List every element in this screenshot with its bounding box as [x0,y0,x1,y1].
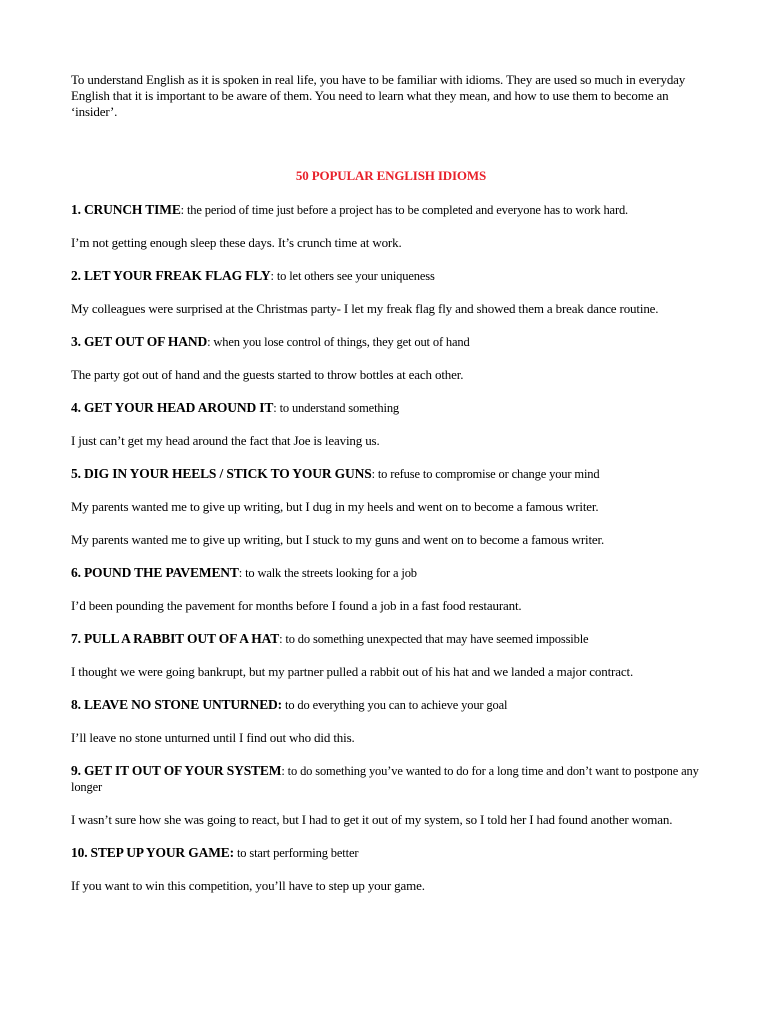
idiom-phrase: GET IT OUT OF YOUR SYSTEM [83,763,282,778]
idiom-phrase: PULL A RABBIT OUT OF A HAT [83,631,280,646]
idiom-heading [71,268,711,284]
idiom-example: I just can’t get my head around the fact that Joe is leaving us. [71,433,380,448]
idiom-heading [71,202,711,218]
idiom-example: If you want to win this competition, you’ll have to step up your game. [71,878,425,893]
document-page [71,72,711,911]
idiom-heading [71,697,711,713]
idiom-phrase: GET YOUR HEAD AROUND IT [83,400,274,415]
idiom-entry [71,845,711,894]
idiom-meaning: : to do something you’ve wanted to do for a long time and don’t want to postpone any longer [71,764,699,794]
idiom-phrase: POUND THE PAVEMENT [83,565,239,580]
idiom-meaning: to start performing better [233,846,359,860]
idiom-phrase: GET OUT OF HAND [83,334,208,349]
idiom-entry [71,697,711,746]
idiom-number: 7. [71,631,81,646]
idiom-meaning: : when you lose control of things, they get out of hand [207,335,470,349]
idiom-entry [71,334,711,383]
idiom-number: 1. [71,202,81,217]
idiom-number: 6. [71,565,81,580]
idiom-heading [71,631,711,647]
idiom-meaning: : to let others see your uniqueness [270,269,435,283]
idiom-entry [71,631,711,680]
idiom-phrase: STEP UP YOUR GAME: [90,845,234,860]
idiom-example: The party got out of hand and the guests started to throw bottles at each other. [71,367,464,382]
idiom-heading [71,400,711,416]
idiom-example: I’m not getting enough sleep these days. It’s crunch time at work. [71,235,402,250]
idiom-example: I thought we were going bankrupt, but my partner pulled a rabbit out of his hat and we landed a major contract. [71,664,634,679]
intro-paragraph: To understand English as it is spoken in real life, you have to be familiar with idioms. They are used so much in everyday English that it is important to be aware of them. You need to learn what they mean, and how to use them to become an ‘insider’. [71,72,686,119]
idiom-example: I wasn’t sure how she was going to react, but I had to get it out of my system, so I told her I had found another woman. [71,812,673,827]
idiom-entry [71,400,711,449]
idiom-phrase: CRUNCH TIME [83,202,181,217]
idiom-example: My colleagues were surprised at the Christmas party- I let my freak flag fly and showed them a break dance routine. [71,301,659,316]
idiom-heading [71,466,711,482]
idiom-number: 9. [71,763,81,778]
idiom-number: 4. [71,400,81,415]
idiom-number: 2. [71,268,81,283]
idiom-meaning: : to understand something [273,401,400,415]
idiom-number: 10. [71,845,88,860]
idiom-heading [71,845,711,861]
idiom-heading [71,334,711,350]
idiom-number: 3. [71,334,81,349]
idiom-example: My parents wanted me to give up writing, but I stuck to my guns and went on to become a famous writer. [71,532,605,547]
idiom-entry [71,763,711,828]
idiom-number: 5. [71,466,81,481]
idiom-meaning: : to refuse to compromise or change your mind [371,467,600,481]
idiom-entry [71,202,711,251]
idiom-phrase: LET YOUR FREAK FLAG FLY [83,268,271,283]
document-title: 50 POPULAR ENGLISH IDIOMS [295,168,487,183]
idiom-entry [71,565,711,614]
idiom-list [71,202,711,894]
idiom-example: I’ll leave no stone unturned until I find out who did this. [71,730,355,745]
idiom-meaning: : the period of time just before a project has to be completed and everyone has to work hard. [180,203,629,217]
idiom-meaning: : to walk the streets looking for a job [238,566,417,580]
idiom-entry [71,466,711,548]
idiom-phrase: DIG IN YOUR HEELS / STICK TO YOUR GUNS [83,466,372,481]
idiom-entry [71,268,711,317]
idiom-meaning: to do everything you can to achieve your goal [282,698,508,712]
idiom-heading [71,763,711,795]
idiom-heading [71,565,711,581]
idiom-example: My parents wanted me to give up writing, but I dug in my heels and went on to become a famous writer. [71,499,599,514]
idiom-example: I’d been pounding the pavement for months before I found a job in a fast food restaurant. [71,598,522,613]
idiom-phrase: LEAVE NO STONE UNTURNED: [83,697,283,712]
idiom-meaning: : to do something unexpected that may have seemed impossible [279,632,589,646]
idiom-number: 8. [71,697,81,712]
